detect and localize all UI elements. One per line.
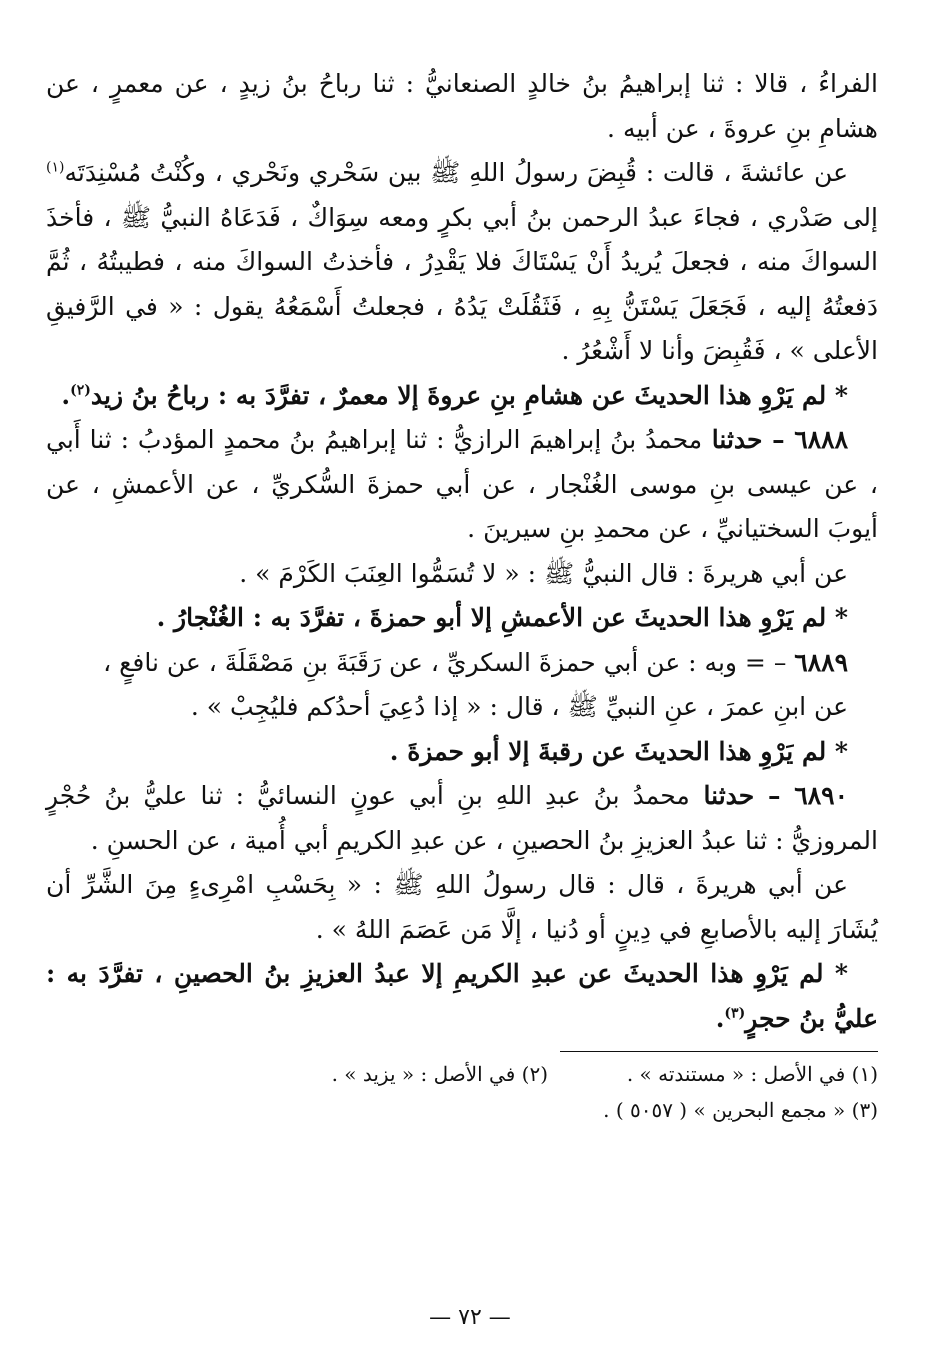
hadith-6889-isnad: – = وبه : عن أبي حمزةَ السكريِّ ، عن رَقَبَةَ بنِ مَصْقَلَةَ ، عن نافعٍ ، bbox=[103, 647, 795, 677]
main-text bbox=[46, 62, 878, 1041]
note-4-text: * لم يَرْوِ هذا الحديثَ عن عبدِ الكريمِ إلا عبدُ العزيزِ بنُ الحصينِ ، تفرَّدَ به : عليُّ بنُ حجرٍ bbox=[46, 959, 878, 1033]
hadith-6888 bbox=[46, 418, 878, 552]
note-2: * لم يَرْوِ هذا الحديثَ عن الأعمشِ إلا أبو حمزةَ ، تفرَّدَ به : الغُنْجارُ . bbox=[156, 603, 848, 632]
matn-aisha-start: عن عائشةَ ، قالت : قُبِضَ رسولُ اللهِ ﷺ بين سَحْري ونَحْري ، وكُنْتُ مُسْنِدَتَه bbox=[64, 158, 849, 187]
footnote-row-1 bbox=[46, 1056, 878, 1092]
hadith-6888-lead: – حدثنا bbox=[702, 425, 795, 454]
hadith-6890-lead: – حدثنا bbox=[689, 781, 795, 810]
footnote-ref-3: (٣) bbox=[724, 1005, 746, 1022]
hadith-6889-matn: عن ابنِ عمرَ ، عنِ النبيِّ ﷺ ، قال : « إذا دُعِيَ أحدُكم فليُجِبْ » . bbox=[190, 692, 848, 721]
note-4 bbox=[46, 952, 878, 1041]
footnote-2: (٢) في الأصل : « يزيد » . bbox=[331, 1062, 548, 1086]
hadith-6888-matn: عن أبي هريرةَ : قال النبيُّ ﷺ : « لا تُسَمُّوا العِنَبَ الكَرْمَ » . bbox=[239, 558, 848, 588]
hadith-6889 bbox=[46, 641, 878, 686]
hadith-6889-number: ٦٨٨٩ bbox=[794, 647, 848, 677]
matn-aisha-rest: إلى صَدْري ، فجاءَ عبدُ الرحمن بنُ أبي بكرٍ ومعه سِوَاكٌ ، فَدَعَاهُ النبيُّ ﷺ ، فأخذَ السواكَ منه ، فجعلَ يُريدُ أَنْ يَسْتَاكَ فلا يَقْدِرُ ، فأخذتُ السواكَ منه ، فطيبتُهُ ، ثُمَّ دَفعتُهُ إليه ، فَجَعَلَ يَسْتَنُّ بِهِ ، فَثَقُلَتْ يَدُهُ ، فجعلتُ أَسْمَعُهُ يقول : « في الرَّفيقِ الأعلى » ، فَقُبِضَ وأنا لا أَشْعُرُ . bbox=[46, 202, 878, 365]
footnote-1: (١) في الأصل : « مستندته » . bbox=[626, 1062, 878, 1086]
footnote-row-2 bbox=[46, 1092, 878, 1128]
note-1 bbox=[46, 374, 878, 419]
hadith-6888-isnad: محمدُ بنُ إبراهيمَ الرازيُّ : ثنا إبراهيمُ بنُ محمدٍ المؤدبُ : ثنا أَبي ، عن عيسى بنِ موسى الغُنْجار ، عن أبي حمزةَ السُّكريِّ ، عن الأعمشِ ، عن أيوبَ السختيانيِّ ، عن محمدِ بنِ سيرينَ . bbox=[46, 425, 878, 543]
note-1-end: . bbox=[61, 380, 71, 410]
isnad-continuation: الفراءُ ، قالا : ثنا إبراهيمُ بنُ خالدٍ الصنعانيُّ : ثنا رباحُ بنُ زيدٍ ، عن معمرٍ ، عن هشامِ بنِ عروةَ ، عن أبيه . bbox=[46, 69, 878, 143]
hadith-6888-number: ٦٨٨٨ bbox=[794, 425, 849, 454]
page-number: — ٧٢ — bbox=[429, 1305, 511, 1330]
footnotes bbox=[46, 1056, 878, 1128]
footnote-divider bbox=[560, 1051, 878, 1052]
hadith-6890-number: ٦٨٩٠ bbox=[794, 781, 848, 810]
note-4-end: . bbox=[715, 1003, 725, 1033]
hadith-6890-matn: عن أبي هريرةَ ، قال : قال رسولُ اللهِ ﷺ : « بِحَسْبِ امْرِىءٍ مِنَ الشَّرِّ أن يُشَارَ إليه بالأصابعِ في دِينٍ أو دُنيا ، إلَّا مَن عَصَمَ اللهُ » . bbox=[46, 870, 878, 944]
hadith-6890-isnad: محمدُ بنُ عبدِ اللهِ بنِ أبي عونٍ النسائيُّ : ثنا عليُّ بنُ حُجْرٍ المروزيُّ : ثنا عبدُ العزيزِ بنُ الحصينِ ، عن عبدِ الكريمِ أبي أُمية ، عن الحسنِ . bbox=[46, 781, 878, 855]
footnote-ref-1: (١) bbox=[46, 159, 65, 176]
footnote-ref-2: (٢) bbox=[70, 382, 91, 399]
note-1-text: * لم يَرْوِ هذا الحديثَ عن هشامِ بنِ عروةَ إلا معمرٌ ، تفرَّدَ به : رباحُ بنُ زيد bbox=[90, 380, 848, 410]
matn-aisha bbox=[46, 151, 878, 374]
note-3: * لم يَرْوِ هذا الحديثَ عن رقبةَ إلا أبو حمزةَ . bbox=[389, 736, 848, 766]
hadith-6890 bbox=[46, 774, 878, 863]
footnote-3: (٣) « مجمع البحرين » ( ٥٠٥٧ ) . bbox=[603, 1098, 878, 1122]
